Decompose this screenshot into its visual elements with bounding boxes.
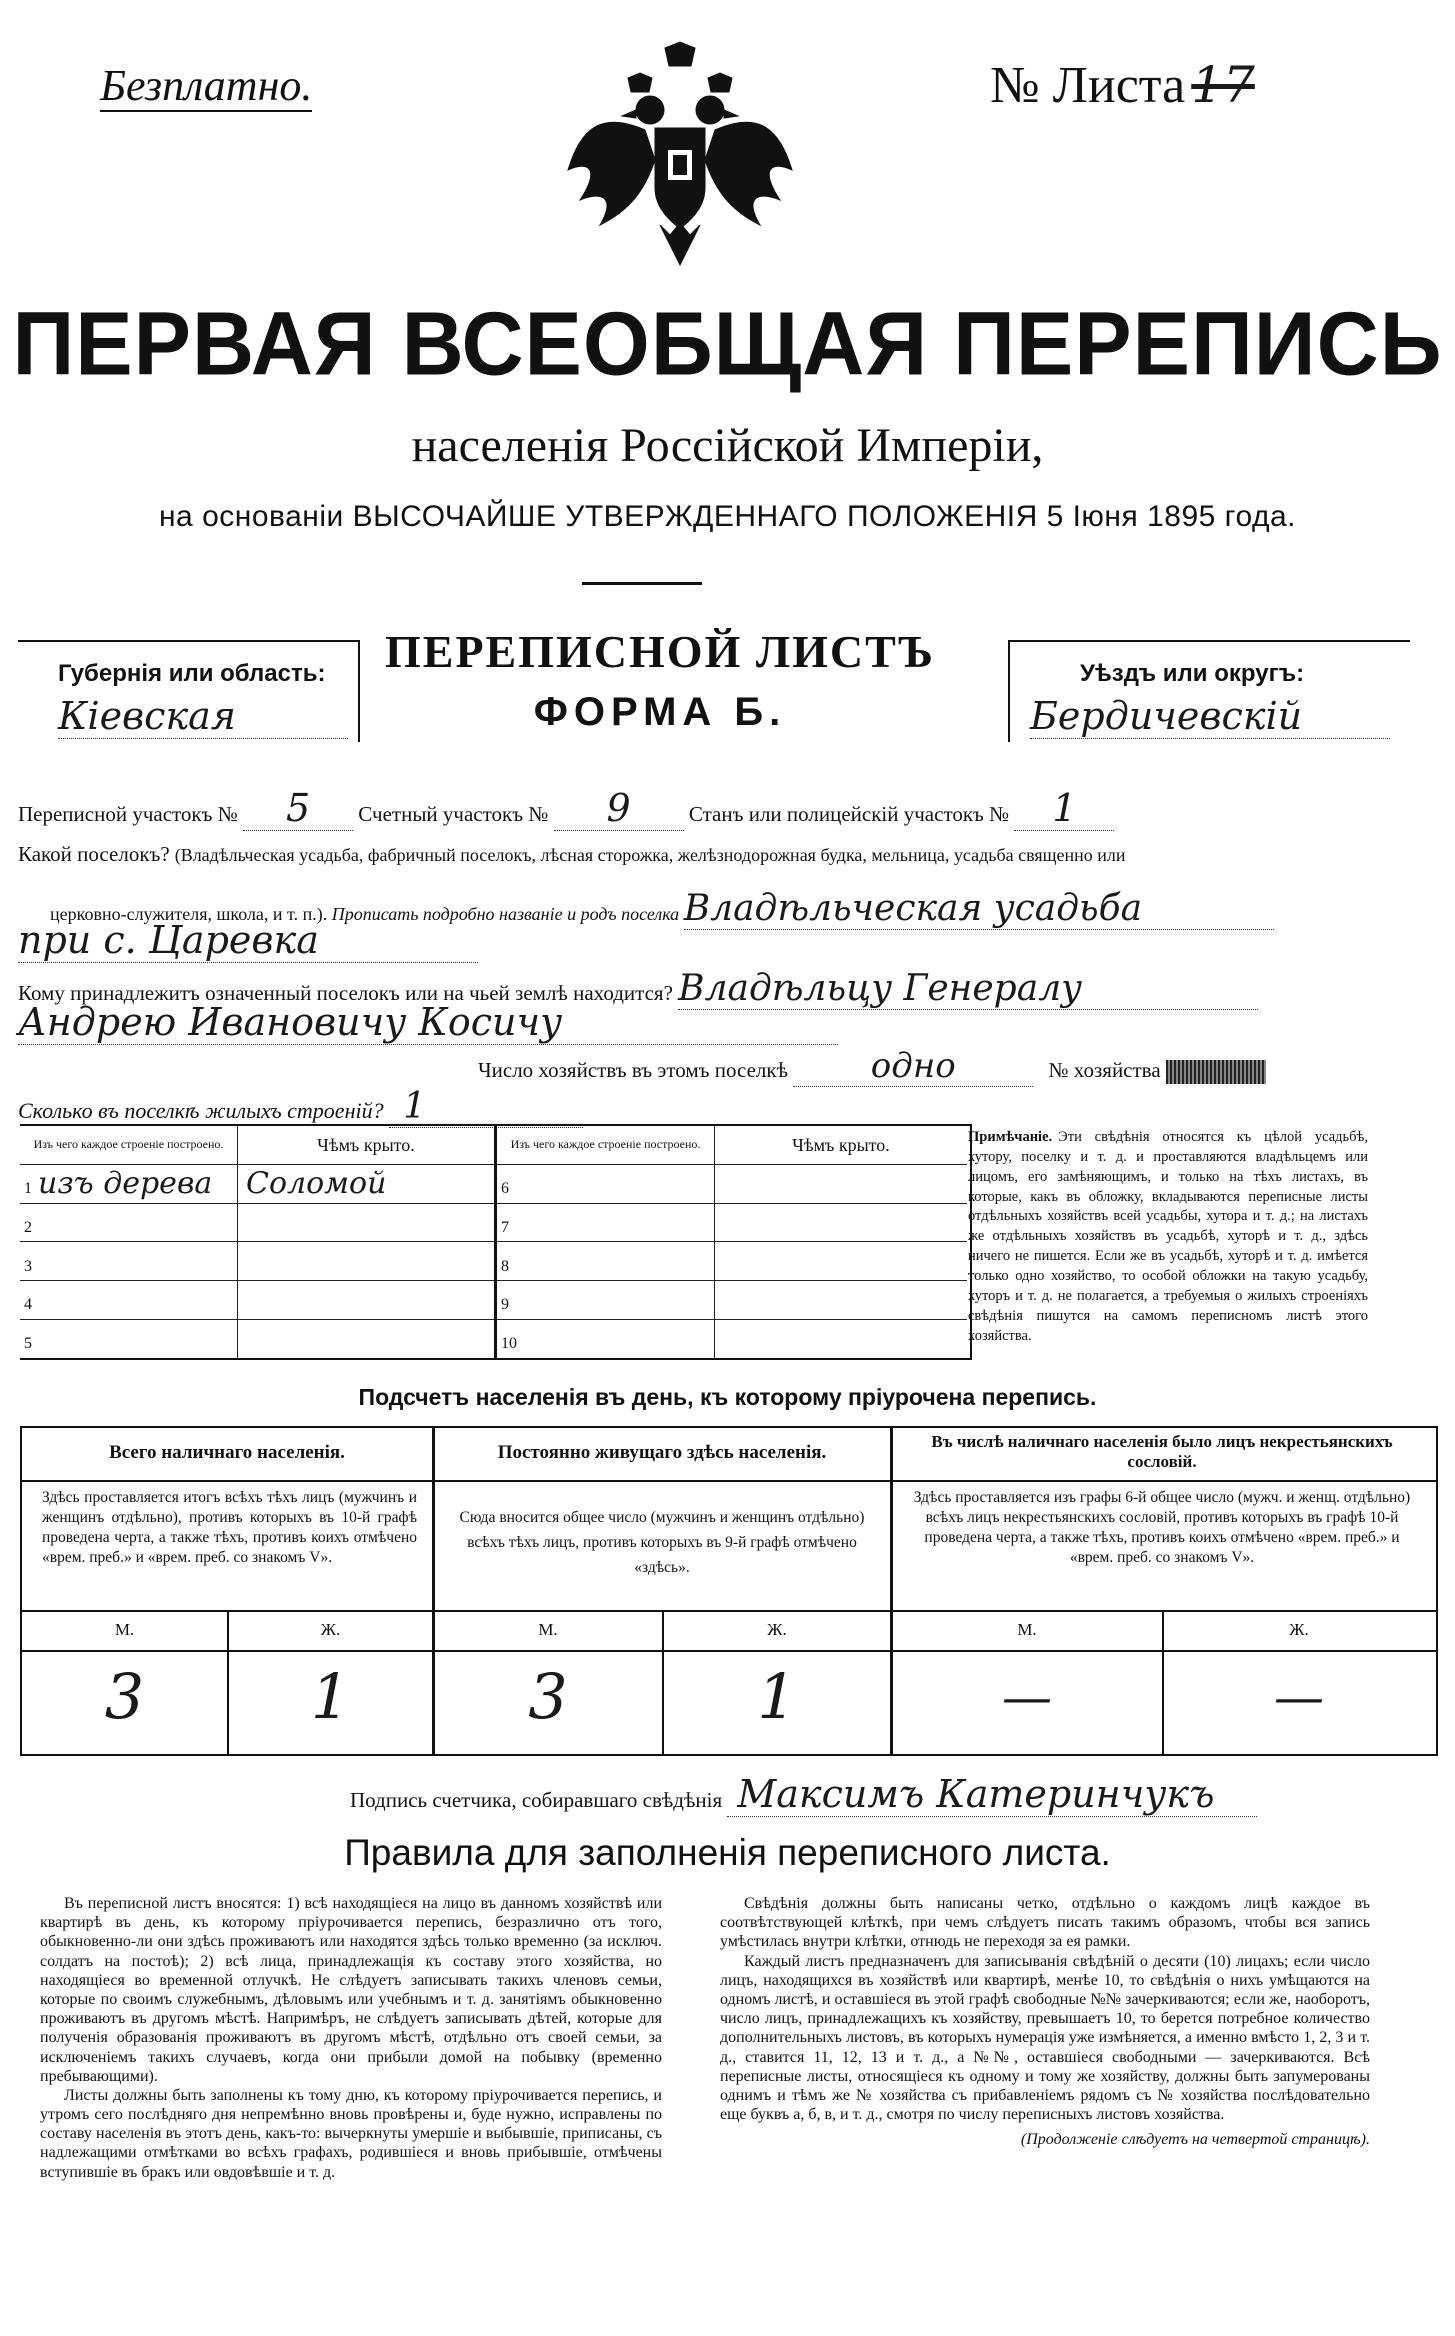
building-built-cell[interactable] [20,1203,238,1242]
guberniya-value[interactable]: Кіевская [58,694,348,739]
owner-value-2[interactable]: Андрею Ивановичу Косичу [18,1000,838,1045]
pop-col2-text: Сюда вносится общее число (мужчинъ и женщинъ отдѣльно) всѣхъ тѣхъ лицъ, противъ которыхъ въ 9-й графѣ отмѣчено «здѣсь». [459,1509,865,1576]
population-table [20,1426,1438,1756]
signature-value[interactable]: Максимъ Катеринчукъ [727,1772,1257,1817]
stan-label: Станъ или полицейскій участокъ № [688,802,1010,826]
households-row [478,1046,1438,1087]
col-roof-head: Чѣмъ крыто. [238,1126,495,1165]
pop-c1-m-value[interactable]: 3 [104,1660,145,1733]
pop-c1-f-label: Ж. [320,1620,341,1639]
building-row-number: 4 [24,1296,32,1314]
rules-continued: (Продолженіе слѣдуетъ на четвертой страницѣ). [1020,2131,1370,2149]
building-built-cell[interactable] [20,1319,238,1358]
owner-label: Кому принадлежитъ означенный поселокъ или на чьей землѣ находится? [18,981,673,1005]
settlement-label: Какой поселокъ? [18,842,170,866]
building-row [20,1242,494,1281]
building-roof-cell[interactable] [238,1281,495,1320]
subtitle: населенія Россійской Имперіи, [411,419,1044,472]
guberniya-label: Губернія или область: [58,660,326,687]
signature-label: Подпись счетчика, собиравшаго свѣдѣнія [350,1788,723,1812]
pop-col2-head: Постоянно живущаго здѣсь населенія. [497,1442,827,1463]
district-row [18,786,1438,831]
building-row-number: 6 [501,1180,509,1198]
pop-c3-f-label: Ж. [1289,1620,1309,1639]
building-row [497,1319,967,1358]
building-row-number: 9 [501,1296,509,1314]
note-block [968,1128,1368,1346]
rules-left-p1: Въ переписной листъ вносятся: 1) всѣ находящіеся на лицо въ данномъ хозяйствѣ или квартирѣ въ день, къ которому пріурочивается перепись, безразлично отъ того, обыкновенно-ли они здѣсь проживаютъ или находятся здѣсь только временно (за исключ. солдатъ на постоѣ); 2) всѣ лица, принадлежащія къ составу этого хозяйства, но находящіеся во временной отлучкѣ. Не слѣдуетъ записывать такихъ членовъ семьи, которые по своимъ служебнымъ, дѣловымъ или учебнымъ и т. д. занятіямъ обыкновенно проживаютъ въ другомъ мѣстѣ. Напримѣръ, не слѣдуетъ записывать дѣтей, которые для полученія образованія проживаютъ въ другомъ мѣстѣ, отдѣльно отъ своей семьи, за исключеніемъ такихъ случаевъ, когда они прибыли домой на побывку (временно пребывающими). [40,1895,662,2085]
buildings-label: Сколько въ поселкѣ жилыхъ строеній? [18,1098,384,1123]
building-row [497,1165,967,1204]
building-row [20,1281,494,1320]
census-district-label: Переписной участокъ № [18,802,238,826]
households-value[interactable]: одно [793,1046,1033,1087]
owner-value-1[interactable]: Владѣльцу Генералу [678,968,1258,1010]
building-row-number: 5 [24,1335,32,1353]
census-district-value[interactable]: 5 [243,786,353,831]
building-row-number: 10 [501,1335,517,1353]
population-title: Подсчетъ населенія въ день, къ которому пріурочена перепись. [358,1384,1097,1410]
building-built-cell[interactable] [497,1319,715,1358]
building-row [497,1281,967,1320]
building-roof-cell[interactable] [715,1203,968,1242]
guberniya-box [18,640,360,742]
building-built-cell[interactable] [497,1281,715,1320]
rules-left [40,1894,662,2182]
settlement-value-1[interactable]: Владѣльческая усадьба [684,888,1274,930]
household-no-label: № хозяйства [1048,1058,1161,1082]
form-title: ФОРМА Б. [533,690,787,734]
building-roof-value: Соломой [246,1166,387,1202]
sheet-number-value[interactable]: 17 [1191,56,1255,114]
settlement-hint: (Владѣльческая усадьба, фабричный поселокъ, лѣсная сторожка, желѣзнодорожная будка, мельница, усадьба священно или [174,845,1126,865]
buildings-row [18,1086,838,1128]
pop-col1-text: Здѣсь проставляется итогъ всѣхъ тѣхъ лицъ (мужчинъ и женщинъ отдѣльно), противъ которыхъ въ 10-й графѣ проведена черта, а также тѣхъ, противъ коихъ отмѣчено «врем. преб.» и «врем. преб. со знакомъ V». [42,1489,417,1567]
buildings-table-right [497,1126,967,1358]
rules-left-p2: Листы должны быть заполнены къ тому дню, къ которому пріурочивается перепись, и утромъ сего послѣдняго дня непремѣнно вновь провѣрены и, буде нужно, исправлены по составу населенія въ этотъ день, какъ-то: вычеркнуты умершіе и выбывшіе, приписаны, съ надлежащими отмѣтками во всѣхъ графахъ, родившіеся и вновь прибывшіе, отмѣчены вступившіе въ бракъ или овдовѣвшіе и т. д. [40,2086,662,2181]
pop-c2-m-label: М. [538,1620,558,1639]
stan-value[interactable]: 1 [1014,786,1114,831]
building-roof-cell[interactable] [238,1203,495,1242]
settlement-hint-3: Прописать подробно названіе и родъ поселка [331,904,680,924]
pop-c3-m-label: М. [1017,1620,1037,1639]
building-row [497,1242,967,1281]
building-row-number: 1 [24,1180,32,1198]
note-label: Примѣчаніе. [968,1129,1053,1145]
settlement-hint-2: церковно-служителя, школа, и т. п.). [50,904,328,924]
building-built-cell[interactable] [497,1203,715,1242]
building-built-cell[interactable] [20,1165,238,1204]
col-built-head: Изъ чего каждое строеніе построено. [20,1126,238,1165]
building-roof-cell[interactable] [715,1242,968,1281]
building-roof-cell[interactable] [238,1165,495,1204]
building-roof-cell[interactable] [715,1319,968,1358]
building-row [20,1319,494,1358]
building-row-number: 8 [501,1257,509,1275]
building-built-value: изъ дерева [38,1166,213,1202]
header-divider [582,582,702,585]
uezd-label: Уѣздъ или округъ: [1080,660,1305,687]
uezd-box [1008,640,1410,742]
count-district-label: Счетный участокъ № [358,802,549,826]
building-built-cell[interactable] [497,1242,715,1281]
rules-right-p1: Свѣдѣнія должны быть написаны четко, отдѣльно о каждомъ лицѣ каждое въ соотвѣтствующей клѣткѣ, при чемъ слѣдуетъ писать такимъ образомъ, чтобы вся запись умѣстилась внутри клѣтки, отнюдь не переходя за ея рамки. [720,1895,1370,1951]
building-row-number: 2 [24,1219,32,1237]
households-label: Число хозяйствъ въ этомъ поселкѣ [478,1058,788,1082]
pop-c2-m-value[interactable]: 3 [528,1660,568,1733]
rules-right-p2: Каждый листъ предназначенъ для записыванія свѣдѣній о десяти (10) лицахъ; если число лицъ, находящихся въ хозяйствѣ или квартирѣ, менѣе 10, то свѣдѣнія о нихъ умѣщаются на одномъ листѣ, и оставшіеся въ этой графѣ свободные №№ зачеркиваются; если же, наоборотъ, число лицъ, принадлежащихъ къ хозяйству, превышаетъ 10, то берется потребное количество дополнительныхъ листовъ, въ которыхъ нумерація уже измѣняется, а именно вмѣсто 1, 2, 3 и т. д., ставится 11, 12, 13 и т. д., а №№, оставшіеся свободными — зачеркиваются. Всѣ переписные листы, относящіеся къ одному и тому же хозяйству, должны быть запумерованы однимъ и тѣмъ же № хозяйства съ прибавленіемъ рядомъ съ № хозяйства послѣдовательно еще буквъ а, б, в, и т. д., смотря по числу переписныхъ листовъ хозяйства. [720,1952,1370,2124]
building-row-number: 3 [24,1257,32,1275]
col-roof-head-right: Чѣмъ крыто. [715,1126,968,1165]
basis-line: на основаніи ВЫСОЧАЙШЕ УТВЕРЖДЕННАГО ПОЛОЖЕНІЯ 5 Іюня 1895 года. [158,500,1296,533]
sheet-number-label-text: № Листа [990,57,1186,114]
building-built-cell[interactable] [20,1242,238,1281]
building-roof-cell[interactable] [238,1319,495,1358]
settlement-row [18,842,1438,867]
building-roof-cell[interactable] [238,1242,495,1281]
coat-of-arms-icon [560,40,800,270]
uezd-value[interactable]: Бердичевскій [1030,694,1390,739]
count-district-value[interactable]: 9 [554,786,684,831]
building-built-cell[interactable] [20,1281,238,1320]
settlement-value-2[interactable]: при с. Царевка [18,918,478,963]
pop-col3-head: Въ числѣ наличнаго населенія было лицъ некрестьянскихъ сословій. [931,1432,1393,1472]
rules-right [720,1894,1370,2149]
building-row [20,1203,494,1242]
free-label: Безплатно. [100,62,312,112]
sheet-number-label [990,56,1255,114]
building-row [20,1165,494,1204]
pop-col1-head: Всего наличнаго населенія. [109,1442,345,1463]
pop-c1-f-value[interactable]: 1 [310,1660,351,1733]
building-built-cell[interactable] [497,1165,715,1204]
pop-c1-m-label: М. [114,1620,135,1639]
pop-c3-f-value[interactable]: — [1274,1668,1324,1726]
pop-c3-m-value[interactable]: — [1002,1668,1052,1726]
sheet-title: ПЕРЕПИСНОЙ ЛИСТЪ [384,626,936,677]
note-text: Эти свѣдѣнія относятся къ цѣлой усадьбѣ, хутору, поселку и т. д. и проставляются владѣльцемъ или лицомъ, его замѣняющимъ, и только на тѣхъ листахъ, въ которые, какъ въ обложку, вкладываются переписные листы отдѣльныхъ хозяйствъ всей усадьбы, хутора и т. д.; на листахъ же отдѣльныхъ хозяйствъ въ усадьбѣ, хуторѣ и т. д., здѣсь ничего не пишется. Если же въ усадьбѣ, хуторѣ и т. д. имѣется только одно хозяйство, то особой обложки на такую усадьбу, хуторъ и т. д. не полагается, а требуемыя о жилыхъ строеніяхъ свѣдѣнія пишутся на самомъ переписномъ листѣ этого хозяйства. [968,1129,1368,1344]
main-title: ПЕРВАЯ ВСЕОБЩАЯ ПЕРЕПИСЬ [12,293,1443,395]
pop-c2-f-value[interactable]: 1 [757,1660,797,1733]
buildings-table [20,1124,972,1360]
household-no-redacted [1166,1060,1266,1084]
col-built-head-right: Изъ чего каждое строеніе построено. [497,1126,715,1165]
buildings-table-left [20,1126,494,1358]
signature-row [350,1772,1350,1817]
building-row-number: 7 [501,1219,509,1237]
building-roof-cell[interactable] [715,1165,968,1204]
buildings-value[interactable]: 1 [389,1086,583,1128]
building-row [497,1203,967,1242]
building-roof-cell[interactable] [715,1281,968,1320]
pop-c2-f-label: Ж. [767,1620,787,1639]
pop-col3-text: Здѣсь проставляется изъ графы 6-й общее число (мужч. и женщ. отдѣльно) всѣхъ лицъ некрестьянскихъ сословій, противъ которыхъ въ графѣ 10-й проведена черта, а также тѣхъ, противъ коихъ отмѣчено «врем. преб.» и «врем. преб. со знакомъ V». [913,1489,1411,1567]
rules-title: Правила для заполненія переписного листа. [344,1832,1111,1873]
